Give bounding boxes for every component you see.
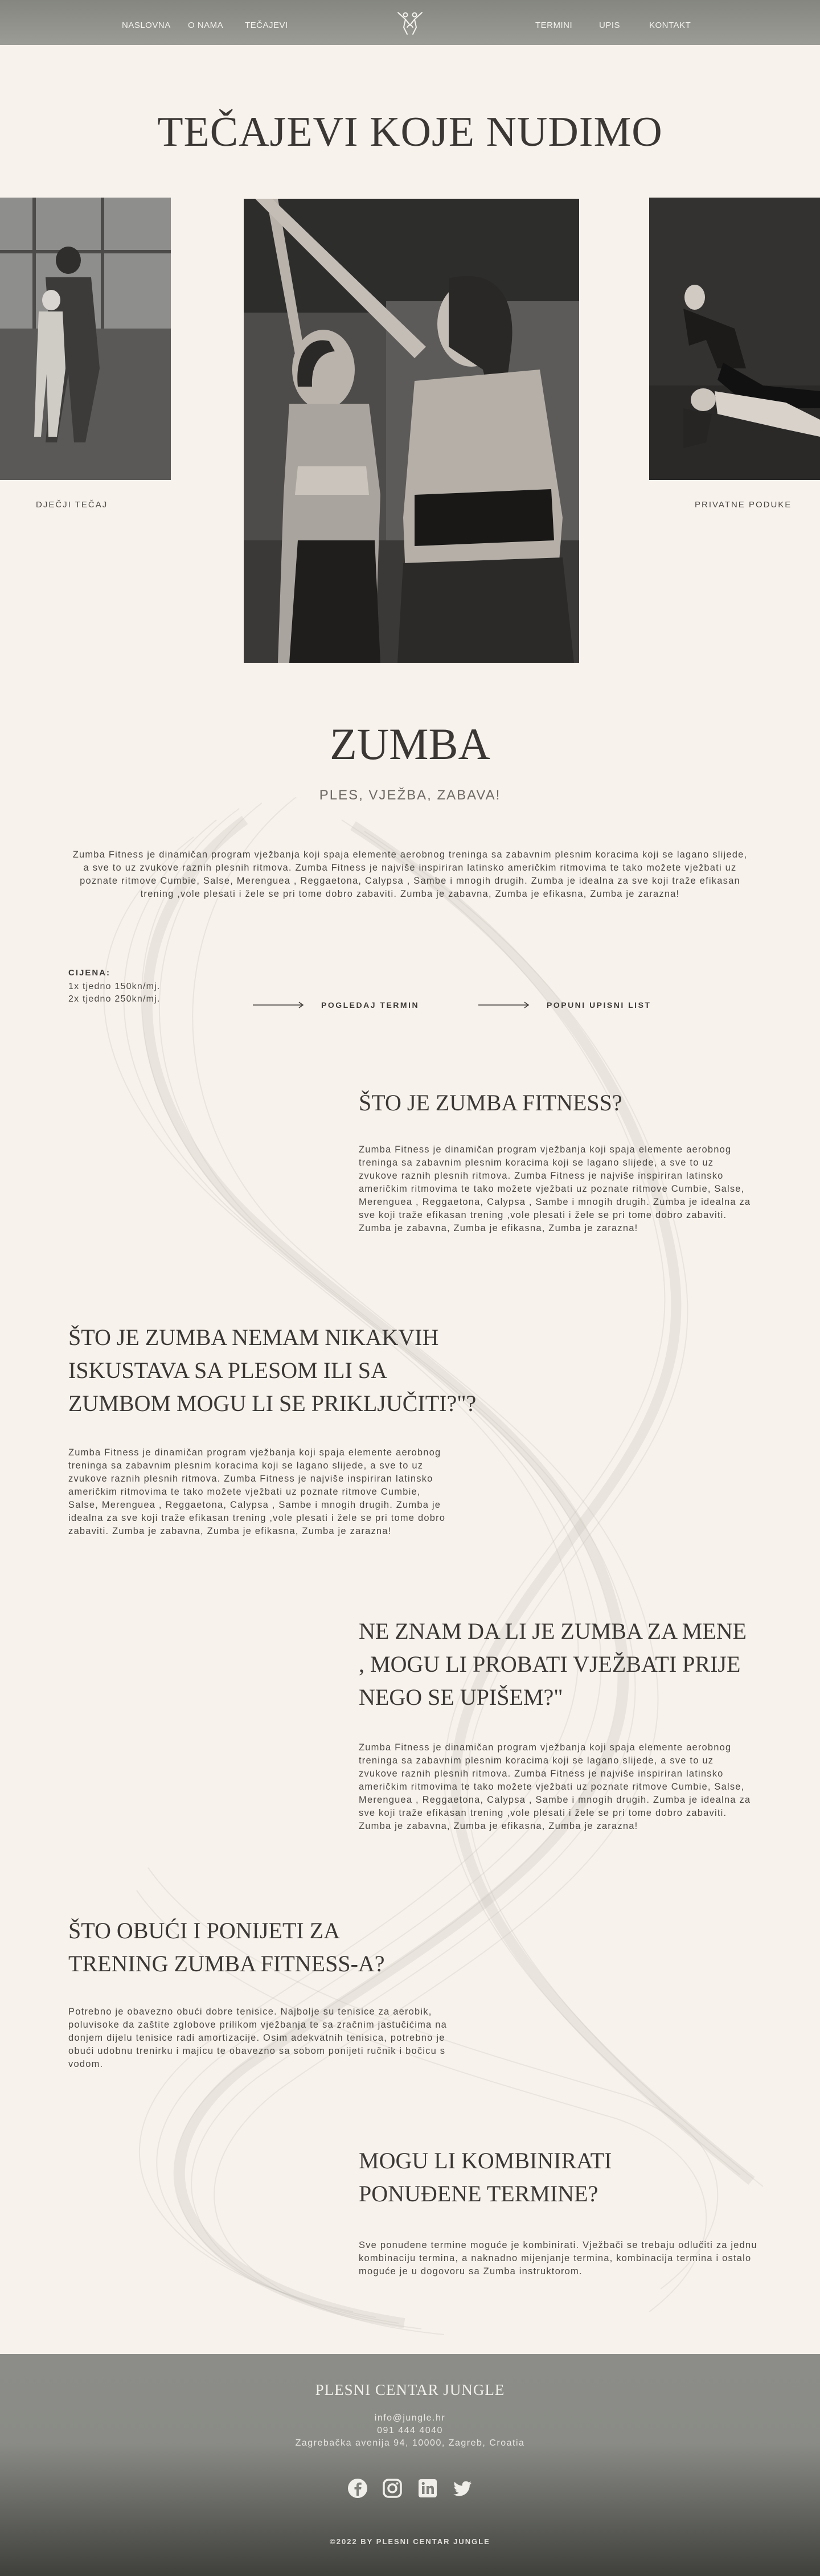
- view-schedule-label: POGLEDAJ TERMIN: [321, 1000, 420, 1010]
- page-title: TEČAJEVI KOJE NUDIMO: [157, 109, 663, 155]
- facebook-icon[interactable]: [346, 2477, 369, 2500]
- dancers-emblem-icon[interactable]: [395, 10, 425, 36]
- nav-link-upis[interactable]: UPIS: [599, 20, 621, 30]
- footer-title: PLESNI CENTAR JUNGLE: [315, 2381, 505, 2398]
- twitter-icon[interactable]: [451, 2477, 474, 2500]
- site-footer: [0, 2354, 820, 2576]
- arrow-right-icon: [478, 1002, 530, 1008]
- faq-question-4: ŠTO OBUĆI I PONIJETI ZA TRENING ZUMBA FITNESS-A?: [68, 1918, 385, 1976]
- faq-answer-5: Sve ponuđene termine moguće je kombinirati. Vježbači se trebaju odlučiti za jednu kombinaciju termina, a naknadno mijenjanje termina, kombinacija termina i ostalo moguće je u dogovoru sa Zumba instruktorom.: [359, 2240, 757, 2276]
- nav-link-kontakt[interactable]: KONTAKT: [649, 20, 691, 30]
- nav-link-naslovna[interactable]: NASLOVNA: [122, 20, 171, 30]
- nav-link-termini[interactable]: TERMINI: [535, 20, 573, 30]
- faq-question-1: ŠTO JE ZUMBA FITNESS?: [359, 1090, 622, 1115]
- kids-course-caption[interactable]: DJEČJI TEČAJ: [36, 500, 108, 510]
- linkedin-icon[interactable]: [416, 2477, 439, 2500]
- arrow-right-icon: [253, 1002, 304, 1008]
- private-lessons-photo[interactable]: [649, 198, 820, 480]
- price-once-weekly: 1x tjedno 150kn/mj.: [68, 982, 161, 991]
- zumba-title: ZUMBA: [330, 719, 490, 769]
- kids-course-photo[interactable]: [0, 198, 171, 480]
- faq-question-3: NE ZNAM DA LI JE ZUMBA ZA MENE , MOGU LI PROBATI VJEŽBATI PRIJE NEGO SE UPIŠEM?": [359, 1618, 747, 1710]
- footer-phone[interactable]: 091 444 4040: [377, 2426, 443, 2435]
- footer-address: Zagrebačka avenija 94, 10000, Zagreb, Croatia: [295, 2438, 525, 2448]
- nav-link-o-nama[interactable]: O NAMA: [188, 20, 224, 30]
- view-schedule-link[interactable]: [253, 996, 419, 1014]
- faq-answer-2: Zumba Fitness je dinamičan program vježbanja koji spaja elemente aerobnog treninga sa zabavnim plesnim koracima koji se lagano slijede, a sve to uz zvukove raznih plesnih ritmova. Zumba Fitness je najviše inspiriran latinsko američkim ritmovima te tako možete vježbati uz poznate ritmove Cumbie, Salse, Merenguea , Reggaetona, Calypsa , Sambe i mnogih drugih. Zumba je idealna za sve koji traže efikasan trening ,vole plesati i žele se pri tome dobro zabaviti. Zumba je zabavna, Zumba je efikasna, Zumba je zarazna!: [68, 1447, 446, 1536]
- nav-link-tecajevi[interactable]: TEČAJEVI: [245, 20, 288, 30]
- instagram-icon[interactable]: [381, 2477, 404, 2500]
- price-label: CIJENA:: [68, 968, 111, 978]
- copyright-text: ©2022 BY PLESNI CENTAR JUNGLE: [330, 2537, 490, 2546]
- faq-question-2: ŠTO JE ZUMBA NEMAM NIKAKVIH ISKUSTAVA SA PLESOM ILI SA ZUMBOM MOGU LI SE PRIKLJUČITI?"?: [68, 1324, 477, 1416]
- zumba-subtitle: PLES, VJEŽBA, ZABAVA!: [319, 787, 501, 803]
- zumba-intro-text: Zumba Fitness je dinamičan program vježbanja koji spaja elemente aerobnog treninga sa zabavnim plesnim koracima koji se lagano slijede, a sve to uz zvukove raznih plesnih ritmova. Zumba Fitness je najviše inspiriran latinsko američkim ritmovima te tako možete vježbati uz poznate ritmove Cumbie, Salse, Merenguea , Reggaetona, Calypsa , Sambe i mnogih drugih. Zumba je idealna za sve koji traže efikasan trening ,vole plesati i žele se pri tome dobro zabaviti. Zumba je zabavna, Zumba je efikasna, Zumba je zarazna!: [72, 850, 748, 899]
- faq-answer-4: Potrebno je obavezno obući dobre tenisice. Najbolje su tenisice za aerobik, poluvisoke da zaštite zglobove prilikom vježbanja te sa zračnim jastučićima na donjem dijelu tenisice radi amortizacije. Osim adekvatnih tenisica, potrebno je obući udobnu trenirku i majicu te obavezno sa sobom ponijeti ručnik i bočicu s vodom.: [68, 2007, 447, 2069]
- smoke-swirl-decoration: [0, 786, 820, 2369]
- social-links: [346, 2477, 474, 2500]
- enrollment-form-link[interactable]: [478, 996, 651, 1014]
- faq-answer-1: Zumba Fitness je dinamičan program vježbanja koji spaja elemente aerobnog treninga sa zabavnim plesnim koracima koji se lagano slijede, a sve to uz zvukove raznih plesnih ritmova. Zumba Fitness je najviše inspiriran latinsko američkim ritmovima te tako možete vježbati uz poznate ritmove Cumbie, Salse, Merenguea , Reggaetona, Calypsa , Sambe i mnogih drugih. Zumba je idealna za sve koji traže efikasan trening ,vole plesati i žele se pri tome dobro zabaviti. Zumba je zabavna, Zumba je efikasna, Zumba je zarazna!: [359, 1145, 751, 1233]
- faq-answer-3: Zumba Fitness je dinamičan program vježbanja koji spaja elemente aerobnog treninga sa zabavnim plesnim koracima koji se lagano slijede, a sve to uz zvukove raznih plesnih ritmova. Zumba Fitness je najviše inspiriran latinsko američkim ritmovima te tako možete vježbati uz poznate ritmove Cumbie, Salse, Merenguea , Reggaetona, Calypsa , Sambe i mnogih drugih. Zumba je idealna za sve koji traže efikasan trening ,vole plesati i žele se pri tome dobro zabaviti. Zumba je zabavna, Zumba je efikasna, Zumba je zarazna!: [359, 1742, 751, 1831]
- top-navigation: [0, 0, 820, 45]
- enrollment-form-label: POPUNI UPISNI LIST: [547, 1000, 651, 1010]
- footer-email[interactable]: info@jungle.hr: [374, 2413, 446, 2423]
- zumba-course-photo[interactable]: [244, 199, 579, 663]
- faq-question-5: MOGU LI KOMBINIRATI PONUĐENE TERMINE?: [359, 2148, 612, 2206]
- price-twice-weekly: 2x tjedno 250kn/mj.: [68, 994, 161, 1004]
- private-lessons-caption[interactable]: PRIVATNE PODUKE: [695, 500, 792, 510]
